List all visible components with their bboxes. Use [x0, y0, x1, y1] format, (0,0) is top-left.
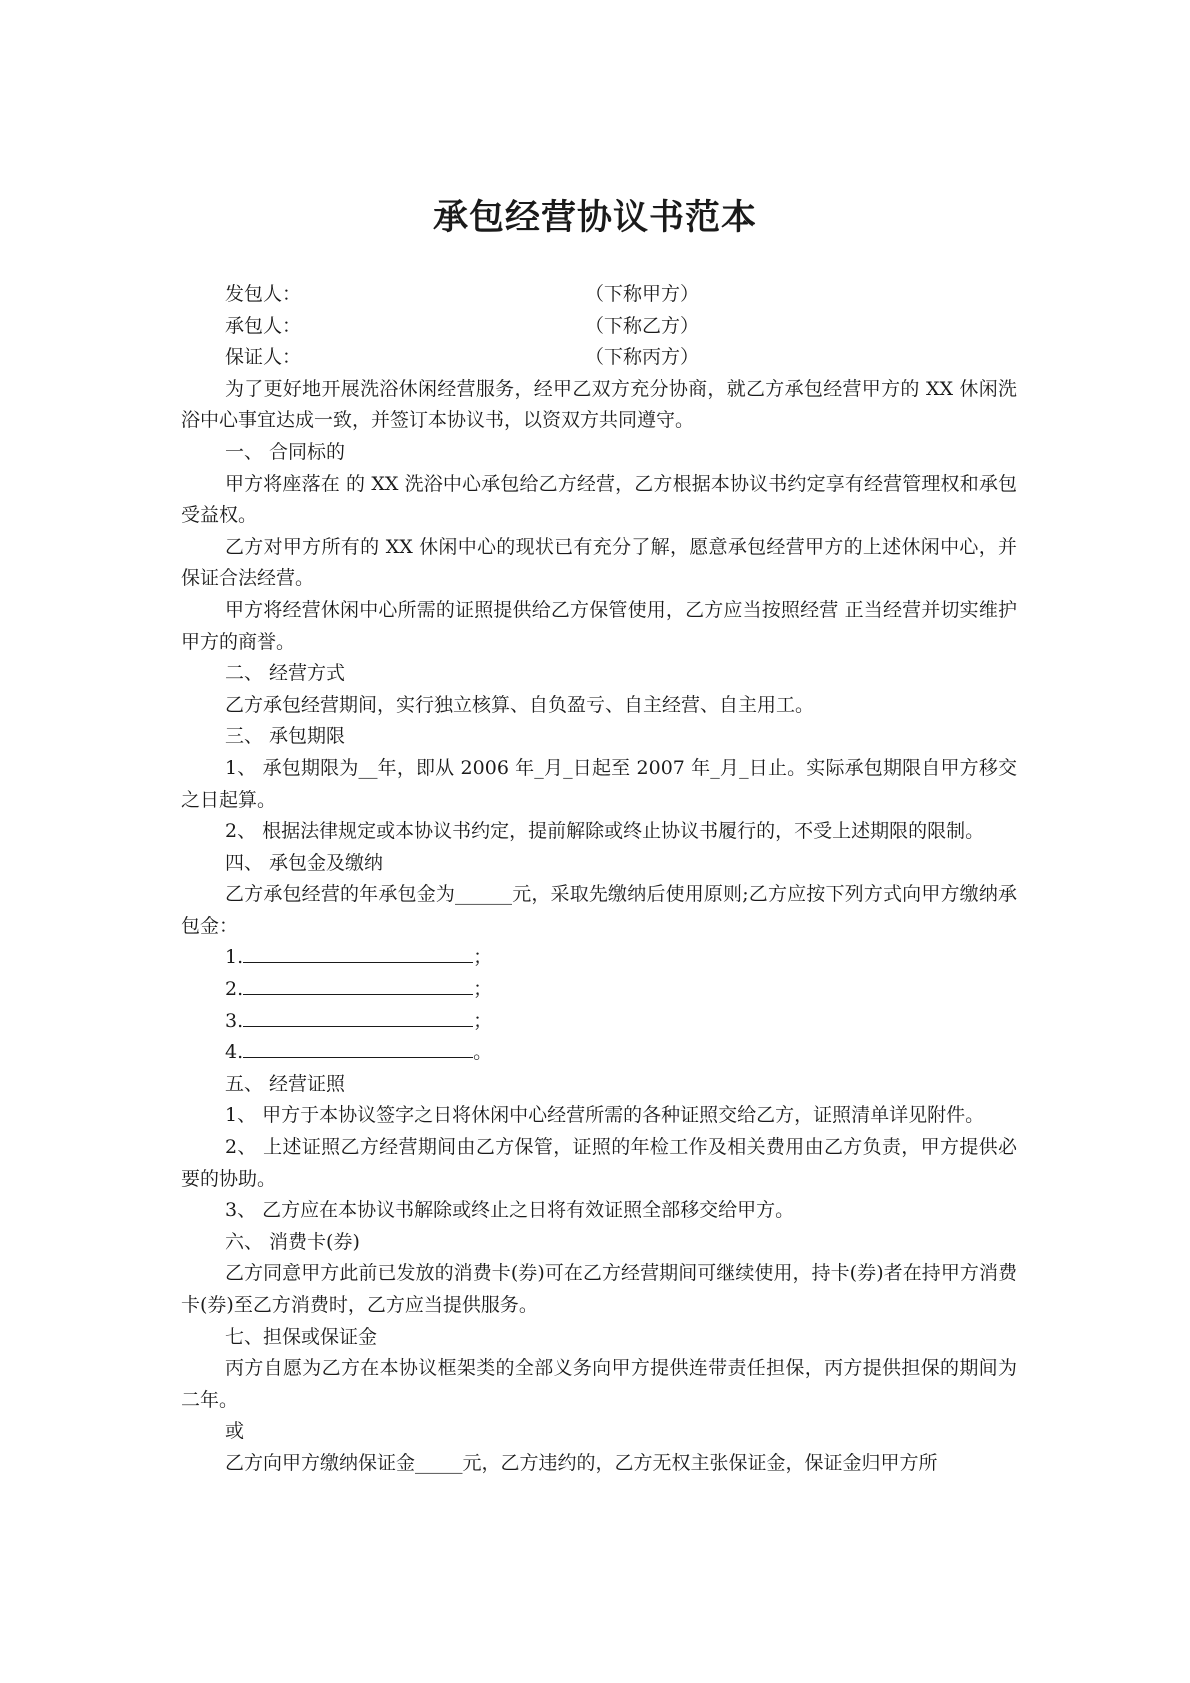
blank-list-item — [181, 1006, 1017, 1038]
party-row-guarantor — [181, 342, 1017, 374]
section-heading-licenses: 五、 经营证照 — [225, 1072, 346, 1095]
item-end: ； — [473, 946, 493, 969]
item-end: ； — [473, 978, 493, 1001]
section-heading-payment: 四、 承包金及缴纳 — [225, 851, 384, 874]
fill-in-blank — [243, 942, 473, 963]
party-label: 发包人： — [225, 283, 302, 305]
party-label: 保证人： — [225, 346, 302, 369]
intro-paragraph: 为了更好地开展洗浴休闲经营服务，经甲乙双方充分协商，就乙方承包经营甲方的 XX 休闲洗浴中心事宜达成一致，并签订本协议书，以资双方共同遵守。 — [181, 377, 1017, 432]
party-note: （下称丙方） — [585, 346, 700, 369]
or-text: 或 — [225, 1420, 245, 1443]
party-row-contractor — [181, 311, 1017, 343]
paragraph: 甲方将座落在 的 XX 洗浴中心承包给乙方经营，乙方根据本协议书约定享有经营管理权和承包受益权。 — [181, 472, 1017, 527]
fill-in-blank — [243, 1006, 473, 1027]
paragraph: 2、 根据法律规定或本协议书约定，提前解除或终止协议书履行的，不受上述期限的限制。 — [225, 820, 985, 843]
paragraph: 1、 甲方于本协议签字之日将休闲中心经营所需的各种证照交给乙方，证照清单详见附件。 — [225, 1104, 985, 1127]
fill-in-blank — [243, 1037, 473, 1058]
item-number: 2. — [225, 978, 244, 1001]
document-title: 承包经营协议书范本 — [432, 197, 757, 238]
blank-list-item — [181, 1037, 1017, 1069]
section-heading-cards: 六、 消费卡(券) — [225, 1230, 360, 1253]
paragraph: 1、 承包期限为__年，即从 2006 年_月_日起至 2007 年_月_日止。实际承包期限自甲方移交之日起算。 — [181, 756, 1017, 811]
item-end: ； — [473, 1009, 493, 1032]
paragraph: 丙方自愿为乙方在本协议框架类的全部义务向甲方提供连带责任担保，丙方提供担保的期间为二年。 — [181, 1357, 1017, 1411]
paragraph: 2、 上述证照乙方经营期间由乙方保管，证照的年检工作及相关费用由乙方负责，甲方提供必要的协助。 — [181, 1136, 1017, 1190]
section-heading-guarantee: 七、担保或保证金 — [225, 1325, 378, 1348]
party-note: （下称乙方） — [585, 314, 700, 337]
paragraph: 乙方向甲方缴纳保证金_____元，乙方违约的，乙方无权主张保证金，保证金归甲方所 — [225, 1451, 938, 1474]
item-number: 3. — [225, 1009, 244, 1032]
fill-in-blank — [243, 974, 473, 995]
paragraph: 乙方同意甲方此前已发放的消费卡(券)可在乙方经营期间可继续使用，持卡(券)者在持甲方消费卡(券)至乙方消费时，乙方应当提供服务。 — [181, 1262, 1017, 1316]
section-heading-operation-mode: 二、 经营方式 — [225, 662, 346, 685]
section-heading-subject: 一、 合同标的 — [225, 440, 346, 463]
party-row-employer — [181, 279, 1017, 311]
party-label: 承包人： — [225, 314, 302, 337]
blank-list-item — [181, 974, 1017, 1006]
item-end: 。 — [473, 1041, 493, 1064]
blank-list-item — [181, 942, 1017, 974]
document-body — [181, 279, 1017, 1480]
party-note: （下称甲方） — [585, 283, 700, 305]
item-number: 1. — [225, 946, 244, 969]
section-heading-term: 三、 承包期限 — [225, 725, 346, 748]
paragraph: 甲方将经营休闲中心所需的证照提供给乙方保管使用，乙方应当按照经营 正当经营并切实维护甲方的商誉。 — [181, 598, 1017, 653]
paragraph: 3、 乙方应在本协议书解除或终止之日将有效证照全部移交给甲方。 — [225, 1199, 795, 1222]
item-number: 4. — [225, 1041, 244, 1064]
paragraph: 乙方对甲方所有的 XX 休闲中心的现状已有充分了解，愿意承包经营甲方的上述休闲中心，并保证合法经营。 — [181, 535, 1017, 590]
paragraph: 乙方承包经营的年承包金为______元，采取先缴纳后使用原则;乙方应按下列方式向甲方缴纳承包金： — [181, 883, 1017, 937]
paragraph: 乙方承包经营期间，实行独立核算、自负盈亏、自主经营、自主用工。 — [225, 693, 815, 716]
